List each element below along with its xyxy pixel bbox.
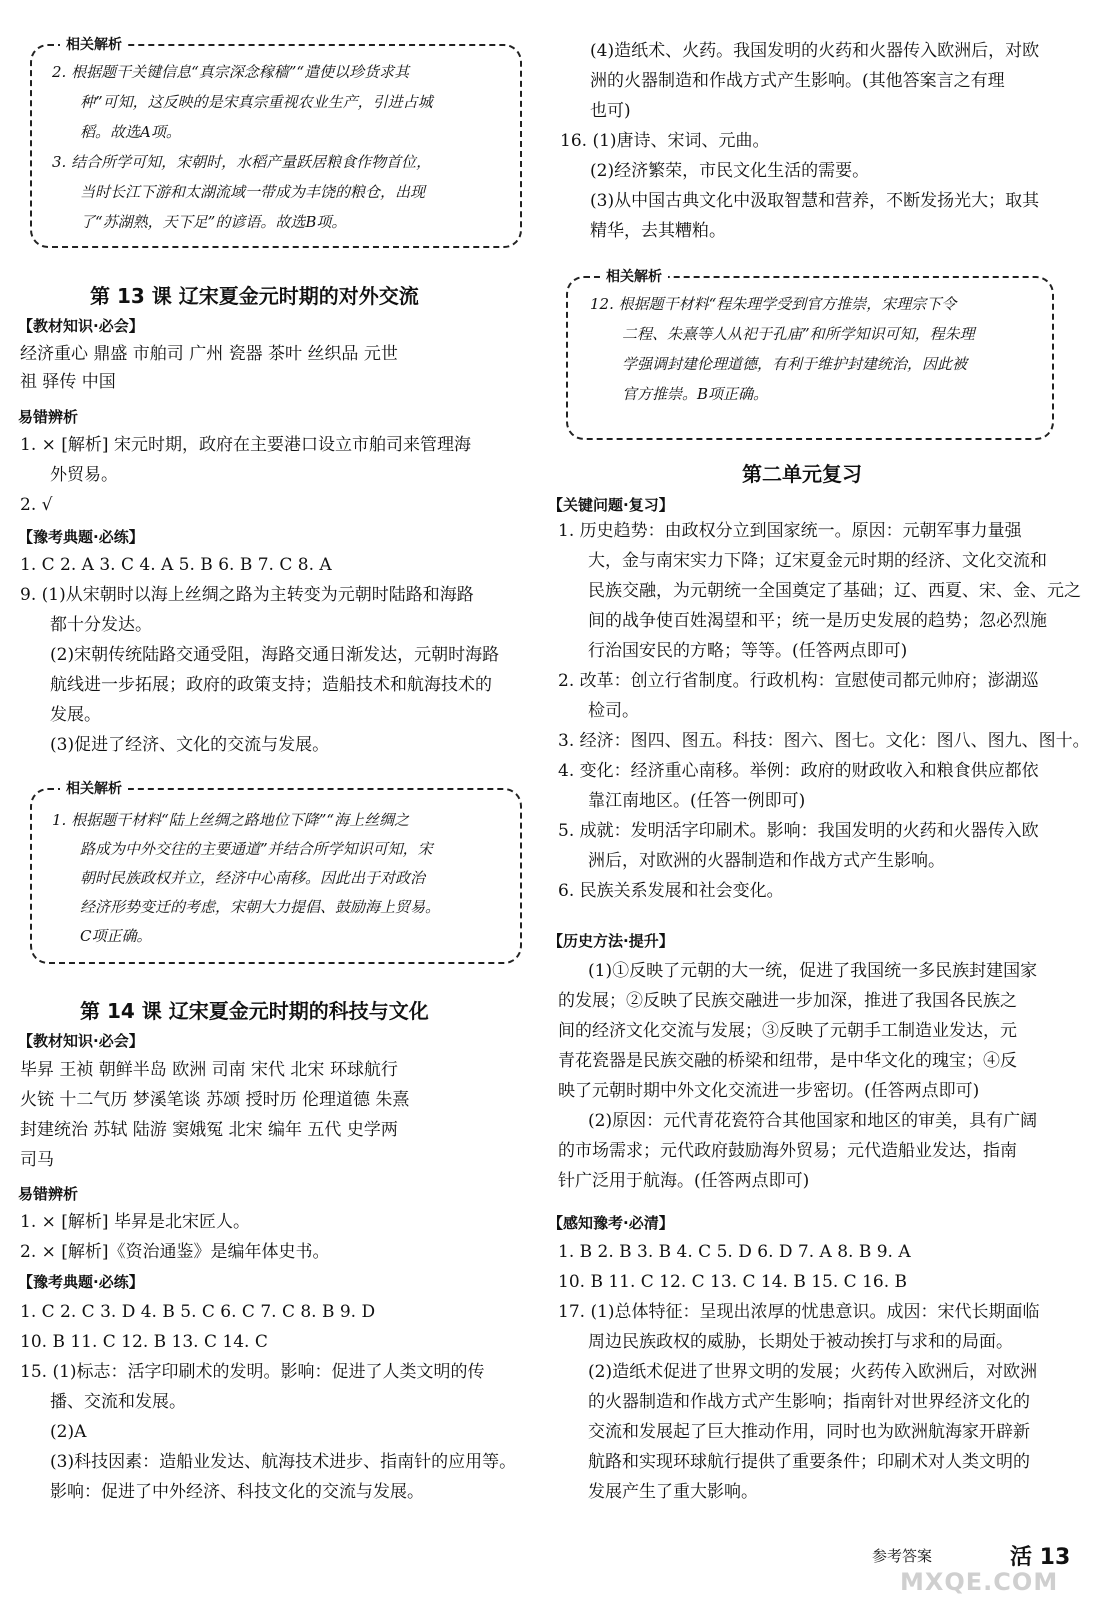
lesson-14-tag-errors: 易错辨析 bbox=[18, 1185, 79, 1203]
l14kw-line: 火铳 十二气历 梦溪笔谈 苏颂 授时历 伦理道德 朱熹 bbox=[20, 1090, 410, 1110]
u2-line: 青花瓷器是民族交融的桥梁和纽带，是中华文化的瑰宝；④反 bbox=[558, 1051, 1017, 1071]
l13ans-line: 都十分发达。 bbox=[50, 615, 152, 635]
rtop-line: 16. (1)唐诗、宋词、元曲。 bbox=[560, 131, 770, 151]
box1lines-line: 稻。故选A项。 bbox=[80, 123, 181, 141]
u3-line: 的火器制造和作战方式产生影响；指南针对世界经济文化的 bbox=[588, 1392, 1030, 1412]
l13ans-line: (3)促进了经济、文化的交流与发展。 bbox=[50, 735, 330, 755]
u3-line: 交流和发展起了巨大推动作用，同时也为欧洲航海家开辟新 bbox=[588, 1422, 1030, 1442]
lesson-13-tag-errors: 易错辨析 bbox=[18, 408, 79, 426]
u1-line: 靠江南地区。(任答一例即可) bbox=[588, 791, 806, 811]
footer-reference-label: 参考答案 bbox=[872, 1547, 933, 1565]
u1-line: 洲后，对欧洲的火器制造和作战方式产生影响。 bbox=[588, 851, 945, 871]
watermark: MXQE.COM bbox=[900, 1568, 1059, 1596]
box1lines-line: 当时长江下游和太湖流域一带成为丰饶的粮仓，出现 bbox=[80, 183, 426, 201]
box3lines-line: 官方推崇。B项正确。 bbox=[622, 385, 769, 403]
rtop-line: 洲的火器制造和作战方式产生影响。(其他答案言之有理 bbox=[590, 71, 1005, 91]
l14ans-line: 影响：促进了中外经济、科技文化的交流与发展。 bbox=[50, 1482, 424, 1502]
l14ans-line: 1. C 2. C 3. D 4. B 5. C 6. C 7. C 8. B 9. D bbox=[20, 1302, 376, 1322]
l13ans-line: (2)宋朝传统陆路交通受阻，海路交通日渐发达，元朝时海路 bbox=[50, 645, 500, 665]
l14err-line: 2. × [解析]《资治通鉴》是编年体史书。 bbox=[20, 1242, 330, 1262]
box1lines-line: 了“苏湖熟，天下足”的谚语。故选B项。 bbox=[80, 213, 347, 231]
lesson-14-tag-knowledge: 【教材知识·必会】 bbox=[18, 1032, 144, 1050]
l14ans-line: (3)科技因素：造船业发达、航海技术进步、指南针的应用等。 bbox=[50, 1452, 517, 1472]
u2-line: 映了元朝时期中外文化交流进一步密切。(任答两点即可) bbox=[558, 1081, 980, 1101]
l14ans-line: 10. B 11. C 12. B 13. C 14. C bbox=[20, 1332, 268, 1352]
u1-line: 5. 成就：发明活字印刷术。影响：我国发明的火药和火器传入欧 bbox=[558, 821, 1039, 841]
u3-line: 1. B 2. B 3. B 4. C 5. D 6. D 7. A 8. B 9. A bbox=[558, 1242, 911, 1262]
l13kw-line: 祖 驿传 中国 bbox=[20, 372, 116, 392]
u1-line: 大，金与南宋实力下降；辽宋夏金元时期的经济、文化交流和 bbox=[588, 551, 1047, 571]
unit-review-title: 第二单元复习 bbox=[742, 462, 862, 486]
box2lines-line: 经济形势变迁的考虑，宋朝大力提倡、鼓励海上贸易。 bbox=[80, 898, 441, 916]
lesson-14-tag-exercises: 【豫考典题·必练】 bbox=[18, 1273, 144, 1291]
l14ans-line: 播、交流和发展。 bbox=[50, 1392, 186, 1412]
lesson-13-tag-knowledge: 【教材知识·必会】 bbox=[18, 317, 144, 335]
box1lines-line: 2. 根据题干关键信息“真宗深念稼穑”“遣使以珍货求其 bbox=[52, 63, 410, 81]
u1-line: 4. 变化：经济重心南移。举例：政府的财政收入和粮食供应都依 bbox=[558, 761, 1039, 781]
unit-tag-key-questions: 【关键问题·复习】 bbox=[548, 496, 674, 514]
l13ans-line: 航线进一步拓展；政府的政策支持；造船技术和航海技术的 bbox=[50, 675, 492, 695]
lesson-14-title: 第 14 课 辽宋夏金元时期的科技与文化 bbox=[80, 999, 429, 1023]
rtop-line: (2)经济繁荣，市民文化生活的需要。 bbox=[590, 161, 870, 181]
footer-page-number: 活 13 bbox=[1010, 1545, 1071, 1570]
l13err-line: 外贸易。 bbox=[50, 465, 118, 485]
u3-line: (2)造纸术促进了世界文明的发展；火药传入欧洲后，对欧洲 bbox=[588, 1362, 1038, 1382]
box3lines-line: 学强调封建伦理道德，有利于维护封建统治，因此被 bbox=[622, 355, 968, 373]
box2lines-line: 朝时民族政权并立，经济中心南移。因此出于对政治 bbox=[80, 869, 426, 887]
box2lines-line: 路成为中外交往的主要通道”并结合所学知识可知，宋 bbox=[80, 840, 433, 858]
l14err-line: 1. × [解析] 毕昇是北宋匠人。 bbox=[20, 1212, 250, 1232]
l13err-line: 1. × [解析] 宋元时期，政府在主要港口设立市舶司来管理海 bbox=[20, 435, 471, 455]
box3lines-line: 二程、朱熹等人从祀于孔庙”和所学知识可知，程朱理 bbox=[622, 325, 975, 343]
u3-line: 周边民族政权的威胁，长期处于被动挨打与求和的局面。 bbox=[588, 1332, 1013, 1352]
u1-line: 检司。 bbox=[588, 701, 639, 721]
l13kw-line: 经济重心 鼎盛 市舶司 广州 瓷器 茶叶 丝织品 元世 bbox=[20, 344, 398, 364]
u1-line: 1. 历史趋势：由政权分立到国家统一。原因：元朝军事力量强 bbox=[558, 521, 1022, 541]
lesson-13-tag-exercises: 【豫考典题·必练】 bbox=[18, 528, 144, 546]
l13ans-line: 1. C 2. A 3. C 4. A 5. B 6. B 7. C 8. A bbox=[20, 555, 332, 575]
u1-line: 间的战争使百姓渴望和平；统一是历史发展的趋势；忽必烈施 bbox=[588, 611, 1047, 631]
u3-line: 10. B 11. C 12. C 13. C 14. B 15. C 16. B bbox=[558, 1272, 908, 1292]
u3-line: 发展产生了重大影响。 bbox=[588, 1482, 758, 1502]
box2lines-line: 1. 根据题干材料“陆上丝绸之路地位下降”“海上丝绸之 bbox=[52, 811, 410, 829]
u1-line: 民族交融，为元朝统一全国奠定了基础；辽、西夏、宋、金、元之 bbox=[588, 581, 1081, 601]
lesson-13-title: 第 13 课 辽宋夏金元时期的对外交流 bbox=[90, 284, 419, 308]
u2-line: (1)①反映了元朝的大一统，促进了我国统一多民族封建国家 bbox=[588, 961, 1038, 981]
l14ans-line: (2)A bbox=[50, 1422, 87, 1442]
rtop-line: (4)造纸术、火药。我国发明的火药和火器传入欧洲后，对欧 bbox=[590, 41, 1040, 61]
l14kw-line: 毕昇 王祯 朝鲜半岛 欧洲 司南 宋代 北宋 环球航行 bbox=[20, 1060, 398, 1080]
u1-line: 6. 民族关系发展和社会变化。 bbox=[558, 881, 784, 901]
rtop-line: (3)从中国古典文化中汲取智慧和营养，不断发扬光大；取其 bbox=[590, 191, 1040, 211]
u2-line: 针广泛用于航海。(任答两点即可) bbox=[558, 1171, 810, 1191]
u1-line: 3. 经济：图四、图五。科技：图六、图七。文化：图八、图九、图十。 bbox=[558, 731, 1090, 751]
analysis-box-2-label: 相关解析 bbox=[60, 778, 128, 798]
u2-line: 的发展；②反映了民族交融进一步加深，推进了我国各民族之 bbox=[558, 991, 1017, 1011]
l13err-line: 2. √ bbox=[20, 495, 53, 515]
rtop-line: 也可) bbox=[590, 101, 631, 121]
l13ans-line: 发展。 bbox=[50, 705, 101, 725]
u1-line: 2. 改革：创立行省制度。行政机构：宣慰使司都元帅府；澎湖巡 bbox=[558, 671, 1039, 691]
u3-line: 航路和实现环球航行提供了重要条件；印刷术对人类文明的 bbox=[588, 1452, 1030, 1472]
box1lines-line: 种”可知，这反映的是宋真宗重视农业生产，引进占城 bbox=[80, 93, 433, 111]
l14kw-line: 司马 bbox=[20, 1150, 54, 1170]
box1lines-line: 3. 结合所学可知，宋朝时，水稻产量跃居粮食作物首位， bbox=[52, 153, 432, 171]
u2-line: 间的经济文化交流与发展；③反映了元朝手工制造业发达，元 bbox=[558, 1021, 1017, 1041]
u1-line: 行治国安民的方略；等等。(任答两点即可) bbox=[588, 641, 908, 661]
box2lines-line: C项正确。 bbox=[80, 927, 152, 945]
box3lines-line: 12. 根据题干材料“程朱理学受到官方推崇，宋理宗下令 bbox=[590, 295, 957, 313]
u2-line: 的市场需求；元代政府鼓励海外贸易；元代造船业发达，指南 bbox=[558, 1141, 1017, 1161]
u3-line: 17. (1)总体特征：呈现出浓厚的忧患意识。成因：宋代长期面临 bbox=[558, 1302, 1040, 1322]
l14kw-line: 封建统治 苏轼 陆游 窦娥冤 北宋 编年 五代 史学两 bbox=[20, 1120, 398, 1140]
analysis-box-3-label: 相关解析 bbox=[600, 266, 668, 286]
unit-tag-perception: 【感知豫考·必清】 bbox=[548, 1214, 674, 1232]
l13ans-line: 9. (1)从宋朝时以海上丝绸之路为主转变为元朝时陆路和海路 bbox=[20, 585, 474, 605]
rtop-line: 精华，去其糟粕。 bbox=[590, 221, 726, 241]
l14ans-line: 15. (1)标志：活字印刷术的发明。影响：促进了人类文明的传 bbox=[20, 1362, 485, 1382]
u2-line: (2)原因：元代青花瓷符合其他国家和地区的审美，具有广阔 bbox=[588, 1111, 1038, 1131]
unit-tag-methods: 【历史方法·提升】 bbox=[548, 932, 674, 950]
analysis-box-1-label: 相关解析 bbox=[60, 34, 128, 54]
